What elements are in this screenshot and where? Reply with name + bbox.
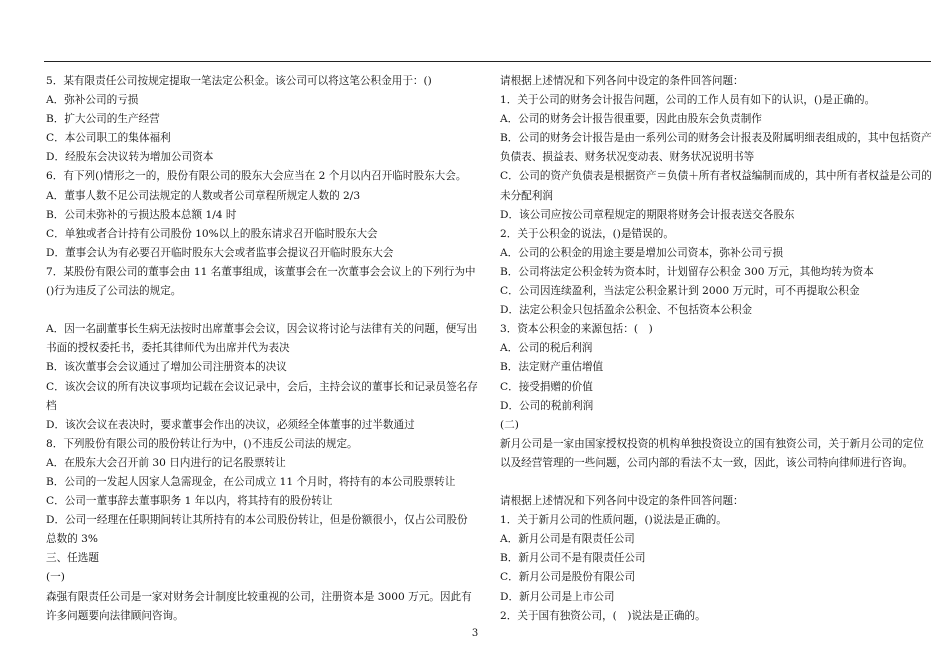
text-line: 2．关于国有独资公司，( )说法是正确的。 xyxy=(500,609,706,622)
text-line: B．公司的一发起人因家人急需现金，在公司成立 11 个月时，将持有的本公司股票转让 xyxy=(46,475,456,488)
text-line: A．在股东大会召开前 30 日内进行的记名股票转让 xyxy=(46,456,286,469)
text-line: D．董事会认为有必要召开临时股东大会或者监事会提议召开临时股东大会 xyxy=(46,246,394,259)
text-line: A．因一名副董事长生病无法按时出席董事会会议，因会议将讨论与法律有关的问题，便写出书面的授权委托书，委托其律师代为出席并代为表决 xyxy=(46,323,478,355)
text-line: A．弥补公司的亏损 xyxy=(46,94,139,107)
right-column xyxy=(500,72,932,626)
text-line: C．公司一董事辞去董事职务 1 年以内，将其持有的股份转让 xyxy=(46,495,333,508)
text-line: 1．关于公司的财务会计报告问题，公司的工作人员有如下的认识，()是正确的。 xyxy=(500,94,876,107)
text-line: D．公司的税前利润 xyxy=(500,399,594,412)
text-line: D．经股东会决议转为增加公司资本 xyxy=(46,151,214,164)
text-line: 三、任选题 xyxy=(46,552,99,565)
text-line: C．公司因连续盈利，当法定公积金累计到 2000 万元时，可不再提取公积金 xyxy=(500,285,860,298)
text-line: B．公司的财务会计报告是由一系列公司的财务会计报表及附属明细表组成的，其中包括资产负债表、损益表、财务状况变动表、财务状况说明书等 xyxy=(500,132,932,164)
text-line: A．公司的税后利润 xyxy=(500,342,593,355)
left-column xyxy=(46,72,478,626)
text-line: D．法定公积金只包括盈余公积金、不包括资本公积金 xyxy=(500,304,753,317)
text-line: C．公司的资产负债表是根据资产＝负债＋所有者权益编制而成的，其中所有者权益是公司的未分配利润 xyxy=(500,170,932,202)
text-line: B．该次董事会会议通过了增加公司注册资本的决议 xyxy=(46,361,287,374)
text-line: C．单独或者合计持有公司股份 10%以上的股东请求召开临时股东大会 xyxy=(46,227,378,240)
text-line: D．新月公司是上市公司 xyxy=(500,590,615,603)
text-line: B．新月公司不是有限责任公司 xyxy=(500,552,646,565)
text-line: 森强有限责任公司是一家对财务会计制度比较重视的公司，注册资本是 3000 万元。因此有许多问题要向法律顾问咨询。 xyxy=(46,590,472,622)
header-rule xyxy=(44,61,931,62)
text-line: 请根据上述情况和下列各问中设定的条件回答问题： xyxy=(500,75,744,87)
text-line: 8．下列股份有限公司的股份转让行为中，()不违反公司法的规定。 xyxy=(46,437,358,450)
text-line: C．新月公司是股份有限公司 xyxy=(500,571,636,584)
text-line: A．公司的公积金的用途主要是增加公司资本，弥补公司亏损 xyxy=(500,246,784,259)
text-line: D．该次会议在表决时，要求董事会作出的决议，必须经全体董事的过半数通过 xyxy=(46,418,415,431)
text-line: C．本公司职工的集体福利 xyxy=(46,132,171,145)
text-line: 请根据上述情况和下列各问中设定的条件回答问题： xyxy=(500,495,744,508)
text-line: A．新月公司是有限责任公司 xyxy=(500,533,635,546)
text-line: 1．关于新月公司的性质问题，()说法是正确的。 xyxy=(500,514,727,527)
text-line: C．该次会议的所有决议事项均记载在会议记录中，会后，主持会议的董事长和记录员签名存档 xyxy=(46,380,478,412)
text-line: A．董事人数不足公司法规定的人数或者公司章程所规定人数的 2/3 xyxy=(46,189,361,202)
text-line: 6．有下列()情形之一的，股份有限公司的股东大会应当在 2 个月以内召开临时股东大会。 xyxy=(46,170,467,183)
text-line: 2．关于公积金的说法，()是错误的。 xyxy=(500,227,674,240)
text-line: B．公司未弥补的亏损达股本总额 1/4 时 xyxy=(46,208,237,221)
page-number: 3 xyxy=(471,628,479,639)
text-line: 3．资本公积金的来源包括：( ) xyxy=(500,323,653,336)
text-line: 5．某有限责任公司按规定提取一笔法定公积金。该公司可以将这笔公积金用于：() xyxy=(46,75,432,87)
text-line: B．公司将法定公积金转为资本时，计划留存公积金 300 万元，其他均转为资本 xyxy=(500,265,874,278)
text-line: C．接受捐赠的价值 xyxy=(500,380,593,393)
text-line: A．公司的财务会计报告很重要，因此由股东会负责制作 xyxy=(500,113,762,126)
text-line: 新月公司是一家由国家授权投资的机构单独投资设立的国有独资公司，关于新月公司的定位以及经营管理的一些问题，公司内部的看法不太一致，因此，该公司特向律师进行咨询。 xyxy=(500,437,924,469)
text-line: B．法定财产重估增值 xyxy=(500,361,604,374)
blank-line xyxy=(46,301,478,320)
text-line: 7．某股份有限公司的董事会由 11 名董事组成，该董事会在一次董事会会议上的下列行为中()行为违反了公司法的规定。 xyxy=(46,265,476,298)
text-line: D．公司一经理在任职期间转让其所持有的本公司股份转让，但是份额很小，仅占公司股份总数的 3% xyxy=(46,514,468,546)
text-line: (一) xyxy=(46,571,65,584)
text-line: D．该公司应按公司章程规定的期限将财务会计报表送交各股东 xyxy=(500,208,795,221)
text-line: (二) xyxy=(500,418,519,431)
text-line: B．扩大公司的生产经营 xyxy=(46,113,160,126)
